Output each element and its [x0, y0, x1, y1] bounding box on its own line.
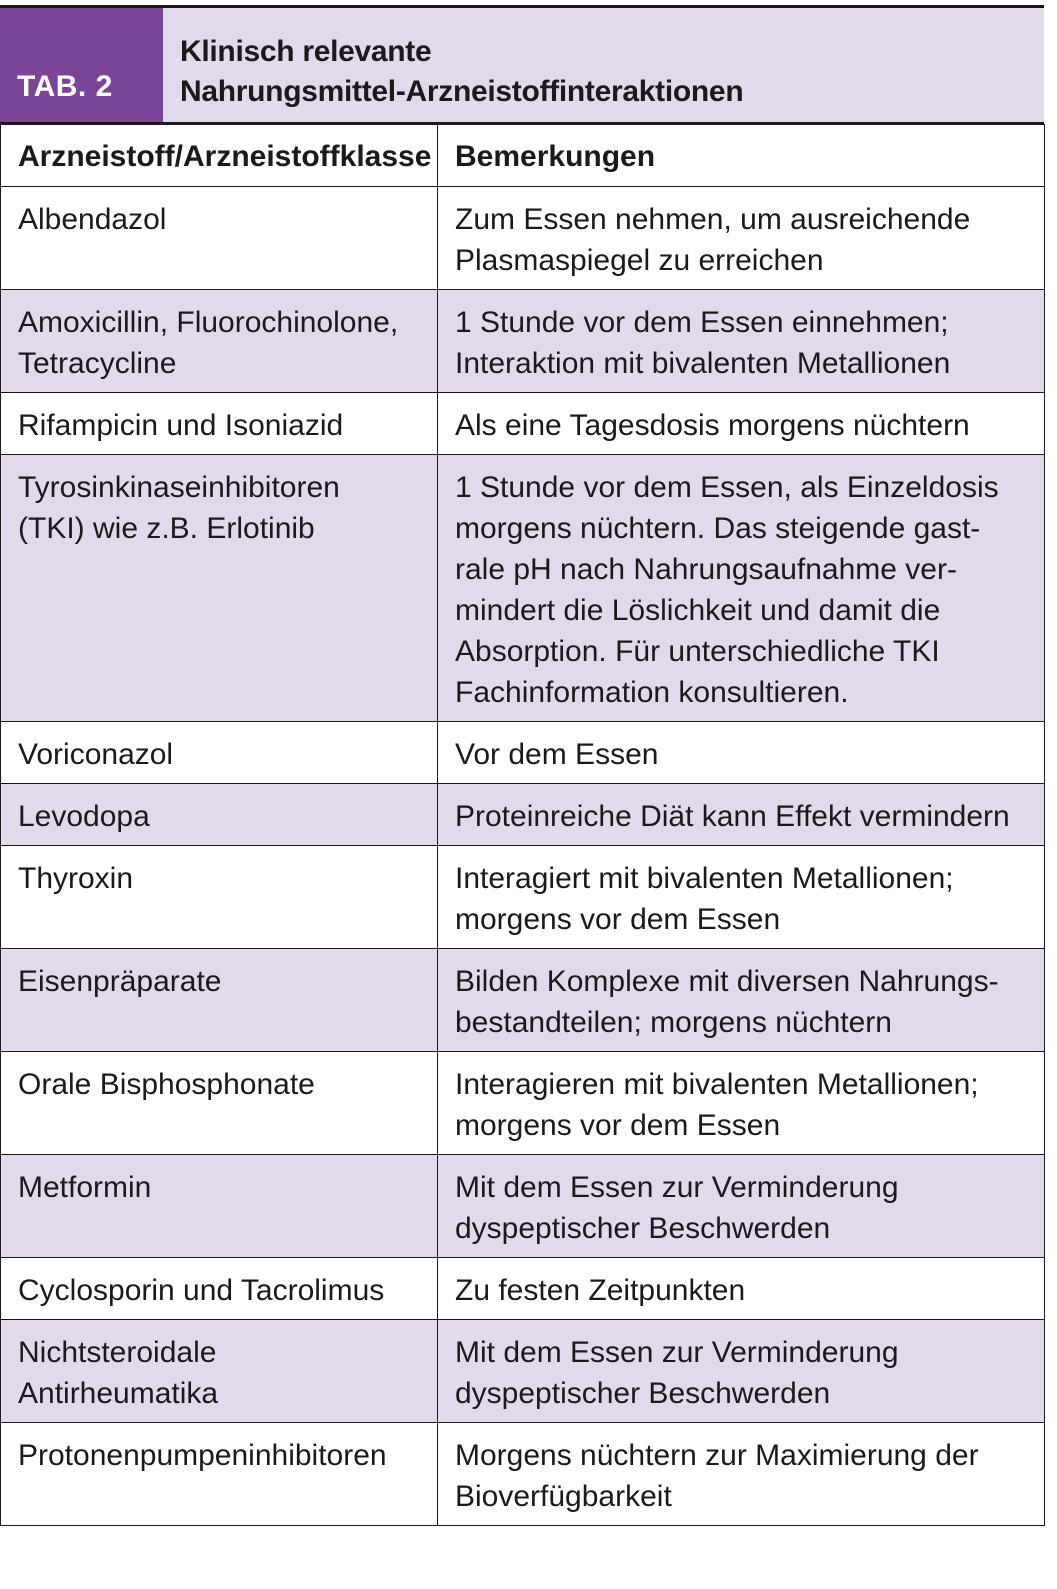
drug-cell-line: Antirheumatika — [18, 1377, 219, 1410]
drug-cell — [1, 290, 438, 393]
remark-cell-line: Absorption. Für unterschiedliche TKI — [455, 635, 940, 668]
remark-cell-line: dyspeptischer Beschwerden — [455, 1377, 831, 1410]
table-row — [1, 393, 1045, 455]
drug-cell-line: Cyclosporin und Tacrolimus — [18, 1274, 385, 1307]
drug-cell-line: Rifampicin und Isoniazid — [18, 409, 344, 442]
remark-cell-line: morgens vor dem Essen — [455, 1109, 781, 1142]
column-header-drug: Arzneistoff/Arzneistoffklasse — [1, 125, 438, 187]
remark-cell — [438, 290, 1045, 393]
drug-cell — [1, 393, 438, 455]
remark-cell — [438, 949, 1045, 1052]
remark-cell — [438, 393, 1045, 455]
remark-cell-line: Mit dem Essen zur Verminderung — [455, 1336, 899, 1369]
table-row — [1, 187, 1045, 290]
drug-cell-line: Metformin — [18, 1171, 152, 1204]
drug-cell-line: Tetracycline — [18, 347, 177, 380]
drug-cell — [1, 1155, 438, 1258]
table-title — [163, 8, 1044, 122]
drug-cell-line: Eisenpräparate — [18, 965, 222, 998]
remark-cell-line: Interagieren mit bivalenten Metallionen; — [455, 1068, 979, 1101]
remark-cell-line: Proteinreiche Diät kann Effekt vermindern — [455, 800, 1010, 833]
table-header-banner — [0, 8, 1044, 124]
remark-cell-line: bestandteilen; morgens nüchtern — [455, 1006, 892, 1039]
drug-cell — [1, 1423, 438, 1526]
drug-cell-line: Albendazol — [18, 203, 167, 236]
remark-cell — [438, 1320, 1045, 1423]
table-row — [1, 722, 1045, 784]
table-row — [1, 1423, 1045, 1526]
remark-cell — [438, 722, 1045, 784]
column-header-remarks: Bemerkungen — [438, 125, 1045, 187]
remark-cell-line: 1 Stunde vor dem Essen einnehmen; — [455, 306, 949, 339]
drug-cell-line: Nichtsteroidale — [18, 1336, 217, 1369]
interaction-table — [0, 5, 1044, 1526]
remark-cell-line: Zu festen Zeitpunkten — [455, 1274, 746, 1307]
remark-cell — [438, 1052, 1045, 1155]
remark-cell-line: Mit dem Essen zur Verminderung — [455, 1171, 899, 1204]
table-row — [1, 1258, 1045, 1320]
remark-cell-line: dyspeptischer Beschwerden — [455, 1212, 831, 1245]
remark-cell-line: Als eine Tagesdosis morgens nüchtern — [455, 409, 970, 442]
table-title-line: Klinisch relevante — [180, 35, 432, 68]
data-table — [0, 124, 1045, 1526]
table-row — [1, 290, 1045, 393]
remark-cell — [438, 1258, 1045, 1320]
column-header-row — [1, 125, 1045, 187]
remark-cell-line: morgens nüchtern. Das steigende gast- — [455, 512, 981, 545]
remark-cell-line: rale pH nach Nahrungsaufnahme ver- — [455, 553, 957, 586]
remark-cell-line: mindert die Löslichkeit und damit die — [455, 594, 941, 627]
remark-cell-line: 1 Stunde vor dem Essen, als Einzeldosis — [455, 471, 999, 504]
drug-cell-line: Tyrosinkinaseinhibitoren — [18, 471, 340, 504]
drug-cell-line: Levodopa — [18, 800, 150, 833]
remark-cell-line: Bioverfügbarkeit — [455, 1480, 672, 1513]
drug-cell — [1, 846, 438, 949]
remark-cell-line: Morgens nüchtern zur Maximierung der — [455, 1439, 979, 1472]
remark-cell-line: morgens vor dem Essen — [455, 903, 781, 936]
remark-cell — [438, 784, 1045, 846]
drug-cell — [1, 1258, 438, 1320]
drug-cell — [1, 187, 438, 290]
drug-cell — [1, 1320, 438, 1423]
table-title-line: Nahrungsmittel-Arzneistoffinteraktionen — [180, 75, 744, 108]
remark-cell — [438, 455, 1045, 722]
remark-cell-line: Fachinformation konsultieren. — [455, 676, 849, 709]
drug-cell-line: Amoxicillin, Fluorochinolone, — [18, 306, 399, 339]
remark-cell-line: Bilden Komplexe mit diversen Nahrungs- — [455, 965, 999, 998]
drug-cell-line: Voriconazol — [18, 738, 174, 771]
table-row — [1, 949, 1045, 1052]
remark-cell-line: Interagiert mit bivalenten Metallionen; — [455, 862, 954, 895]
remark-cell-line: Zum Essen nehmen, um ausreichende — [455, 203, 971, 236]
remark-cell — [438, 1423, 1045, 1526]
drug-cell — [1, 455, 438, 722]
table-row — [1, 455, 1045, 722]
table-number-label: TAB. 2 — [0, 8, 163, 122]
remark-cell — [438, 1155, 1045, 1258]
drug-cell — [1, 949, 438, 1052]
table-row — [1, 1320, 1045, 1423]
remark-cell — [438, 187, 1045, 290]
drug-cell-line: Orale Bisphosphonate — [18, 1068, 315, 1101]
drug-cell — [1, 1052, 438, 1155]
drug-cell — [1, 722, 438, 784]
table-row — [1, 1052, 1045, 1155]
remark-cell-line: Plasmaspiegel zu erreichen — [455, 244, 824, 277]
table-row — [1, 846, 1045, 949]
drug-cell-line: Protonenpumpeninhibitoren — [18, 1439, 387, 1472]
remark-cell-line: Vor dem Essen — [455, 738, 659, 771]
remark-cell-line: Interaktion mit bivalenten Metallionen — [455, 347, 951, 380]
remark-cell — [438, 846, 1045, 949]
drug-cell-line: Thyroxin — [18, 862, 134, 895]
table-row — [1, 1155, 1045, 1258]
table-row — [1, 784, 1045, 846]
drug-cell-line: (TKI) wie z.B. Erlotinib — [18, 512, 315, 545]
drug-cell — [1, 784, 438, 846]
